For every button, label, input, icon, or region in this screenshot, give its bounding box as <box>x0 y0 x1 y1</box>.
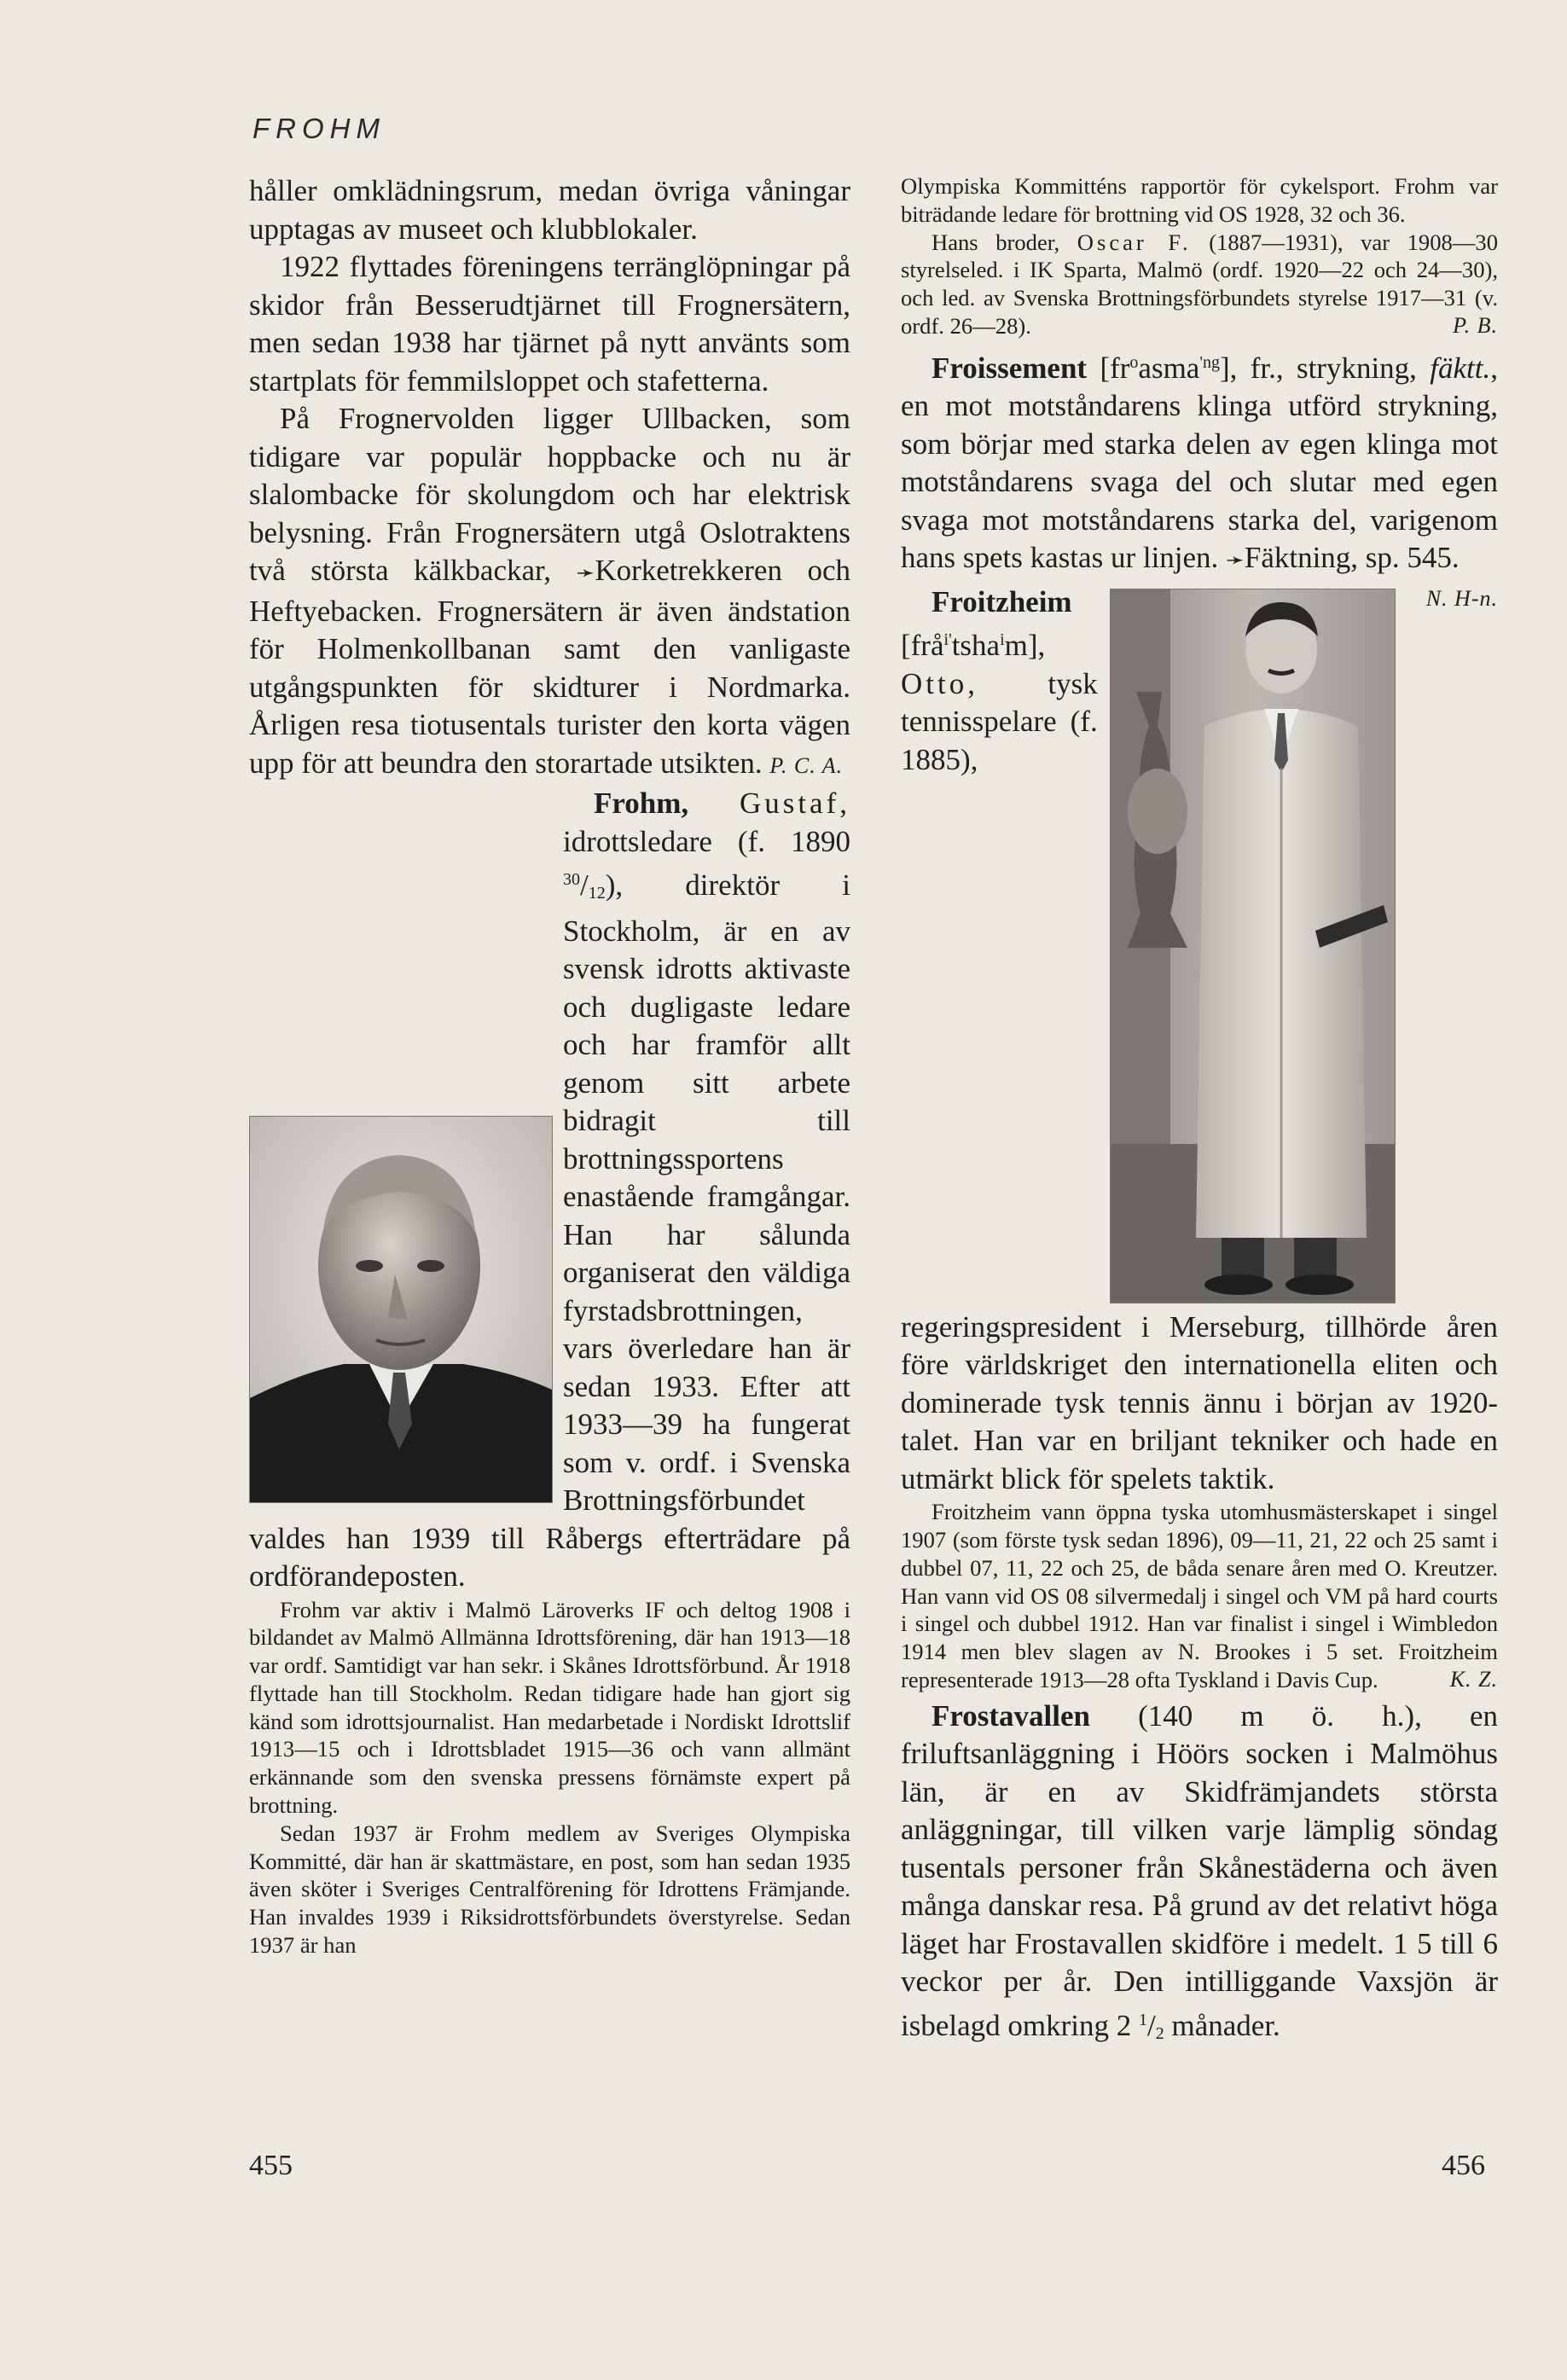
text: , en mot motståndarens klinga utförd strykning, som börjar med starka delen av egen klinga mot motståndarens svaga del och slutar med egen svaga mot motståndarens starka del, varigenom hans spets kastas ur linjen. <box>901 351 1498 575</box>
person-name: Gustaf, <box>739 787 850 820</box>
text: (140 m ö. h.), en friluftsanläggning i Höörs socken i Malmöhus län, är en av Skidfrämjandets största anläggningar, till vilken varje lämplig söndag tusentals personer från Skånestäderna och även många danskar resa. På grund av det relativt höga läget har Frostavallen skidföre i medelt. 1 5 till 6 veckor per år. Den intilliggande Vaxsjön är isbelagd omkring 2 <box>901 1698 1498 2042</box>
running-head: FROHM <box>252 113 386 144</box>
superscript: 30 <box>563 870 580 889</box>
author-signature: K. Z. <box>1449 1667 1498 1692</box>
author-signature: P. C. A. <box>769 752 844 778</box>
cross-reference-arrow-icon: ➛ <box>576 560 595 585</box>
entry-title: Frohm, <box>594 787 689 820</box>
author-signature: N. H-n. <box>1425 585 1498 611</box>
text: asma <box>1138 351 1200 385</box>
entry-frohm: Frohm, Gustaf, idrottsledare (f. 1890 $^{30}/_{12}$), direktör i Stockholm, är en av svensk idrotts aktivaste och dugligaste ledare och har framför allt genom sitt arbete bidragit till brottningssportens enastående framgångar. Han har sålunda organiserat den väldiga fyrstadsbrottningen, vars överledare han är sedan 1933. Efter att 1933—39 ha fungerat som v. ordf. i Svenska Brottningsförbundet valdes han 1939 till Råbergs efterträdare på ordförandeposten. <box>249 787 850 1593</box>
left-column <box>249 172 850 1959</box>
text: [frå <box>901 629 944 663</box>
subscript: 2 <box>1155 2023 1164 2043</box>
entry-title: Froissement <box>931 351 1088 385</box>
text: Hans broder, <box>931 229 1077 255</box>
portrait-photo-frohm <box>249 1116 553 1503</box>
text: (1887—1931), var 1908—30 styrelseled. i IK Sparta, Malmö (ordf. 1920—22 och 24—30), och led. av Svenska Brottningsförbundets styrelse 1917—31 (v. ordf. 26—28). <box>901 229 1498 339</box>
entry-title: Froitzheim <box>931 584 1072 618</box>
person-name: Otto, <box>901 666 978 700</box>
right-column <box>901 172 1498 2052</box>
frohm-details-2: Sedan 1937 är Frohm medlem av Sveriges Olympiska Kommitté, där han är skattmästare, en post, som han sedan 1935 även sköter i Sveriges Centralförening för Idrottens Främjande. Han invaldes 1939 i Riksidrottsförbundets överstyrelse. Sedan 1937 är han <box>249 1820 850 1959</box>
superscript: i <box>1000 630 1005 650</box>
italic-abbreviation: fäktt. <box>1430 351 1491 385</box>
text: Fäktning, sp. 545. <box>1244 541 1460 575</box>
frohm-details-1: Frohm var aktiv i Malmö Läroverks IF och deltog 1908 i bildandet av Malmö Allmänna Idrottsförening, där han 1913—18 var ordf. Samtidigt var han sekr. i Skånes Idrottsförbund. År 1918 flyttade han till Stockholm. Redan tidigare hade han gjort sig känd som idrottsjournalist. Han medarbetade i Nordiskt Idrottslif 1913—15 och i Idrottsbladet 1915—36 och vann allmänt erkännande som den svenska pressens förnämste expert på brottning. <box>249 1596 850 1819</box>
text: ), direktör i Stockholm, är en av svensk idrotts aktivaste och dugligaste ledare och har framför allt genom sitt arbete bidragit till brottningssportens enastående framgångar. Han har sålunda organiserat den väldiga fyrstadsbrottningen, vars överledare han är sedan 1933. Efter att 1933—39 ha fungerat som v. ordf. i Svenska Brottningsförbundet valdes han 1939 till Råbergs efterträdare på ordförandeposten. <box>249 868 850 1593</box>
portrait-image <box>250 1117 552 1502</box>
text: tysk tennisspelare (f. 1885), regeringspresident i Merseburg, tillhörde åren före världskriget den internationella eliten och dominerade tysk tennis ännu i början av 1920-talet. Han var en briljant tekniker och hade en utmärkt blick för spelets taktik. <box>901 666 1498 1495</box>
page-number-left: 455 <box>249 2150 293 2181</box>
paragraph-continuation: håller omklädningsrum, medan övriga våningar upptagas av museet och klubblokaler. <box>249 174 850 246</box>
text: [fr <box>1087 351 1130 385</box>
fraction-slash: / <box>1147 2008 1156 2042</box>
author-signature: P. B. <box>1453 312 1498 338</box>
person-name: Oscar F. <box>1077 229 1192 255</box>
page-number-right: 456 <box>1442 2150 1485 2181</box>
text: månader. <box>1164 2008 1280 2042</box>
subscript: 12 <box>588 884 606 903</box>
paragraph-1922: 1922 flyttades föreningens terränglöpningar på skidor från Besserudtjärnet till Frognersätern, men sedan 1938 har tjärnet på nytt använts som startplats för femmilsloppet och stafetterna. <box>249 250 850 398</box>
superscript: 'ng <box>1199 352 1220 372</box>
froitzheim-details <box>901 1498 1498 1694</box>
text: tsha <box>951 629 1001 663</box>
text: Korketrekkeren och Heftyebacken. Frognersätern är även ändstation för Holmenkollbanan samt den vanligaste utgångspunkten för skidturer i Nordmarka. Årligen resa tiotusentals turister den korta vägen upp för att beundra den storartade utsikten. <box>249 554 850 780</box>
cross-reference-arrow-icon: ➛ <box>1226 548 1245 573</box>
entry-oscar-frohm <box>901 229 1498 340</box>
entry-title: Frostavallen <box>931 1698 1091 1733</box>
text: På Frognervolden ligger Ullbacken, som tidigare var populär hoppbacke och nu är slalombacke för skolungdom och har elektrisk belysning. Från Frognersätern utgå Oslotraktens två största kälkbackar, <box>249 402 850 587</box>
portrait-image <box>1111 589 1395 1303</box>
superscript: o <box>1129 352 1139 372</box>
portrait-photo-froitzheim <box>1110 589 1396 1303</box>
paragraph-frognervolden <box>249 400 850 785</box>
text: m], <box>1004 629 1046 663</box>
text: ], fr., strykning, <box>1219 351 1431 385</box>
entry-frostavallen <box>901 1698 1498 2053</box>
text: idrottsledare (f. 1890 <box>563 824 850 858</box>
superscript: 1 <box>1139 2010 1147 2029</box>
frohm-continuation: Olympiska Kommitténs rapportör för cykelsport. Frohm var biträdande ledare för brottning vid OS 1928, 32 och 36. <box>901 173 1498 227</box>
superscript: i' <box>943 630 952 650</box>
text: Froitzheim vann öppna tyska utomhusmästerskapet i singel 1907 (som förste tysk sedan 1896), 09—11, 21, 22 och 25 samt i dubbel 07, 11, 22 och 25, de båda senare åren med O. Kreutzer. Han vann vid OS 08 silvermedalj i singel och VM på hard courts i singel och dubbel 1912. Han var finalist i singel i Wimbledon 1914 men blev slagen av N. Brookes i 5 set. Froitzheim representerade 1913—28 ofta Tyskland i Davis Cup. <box>901 1499 1498 1693</box>
